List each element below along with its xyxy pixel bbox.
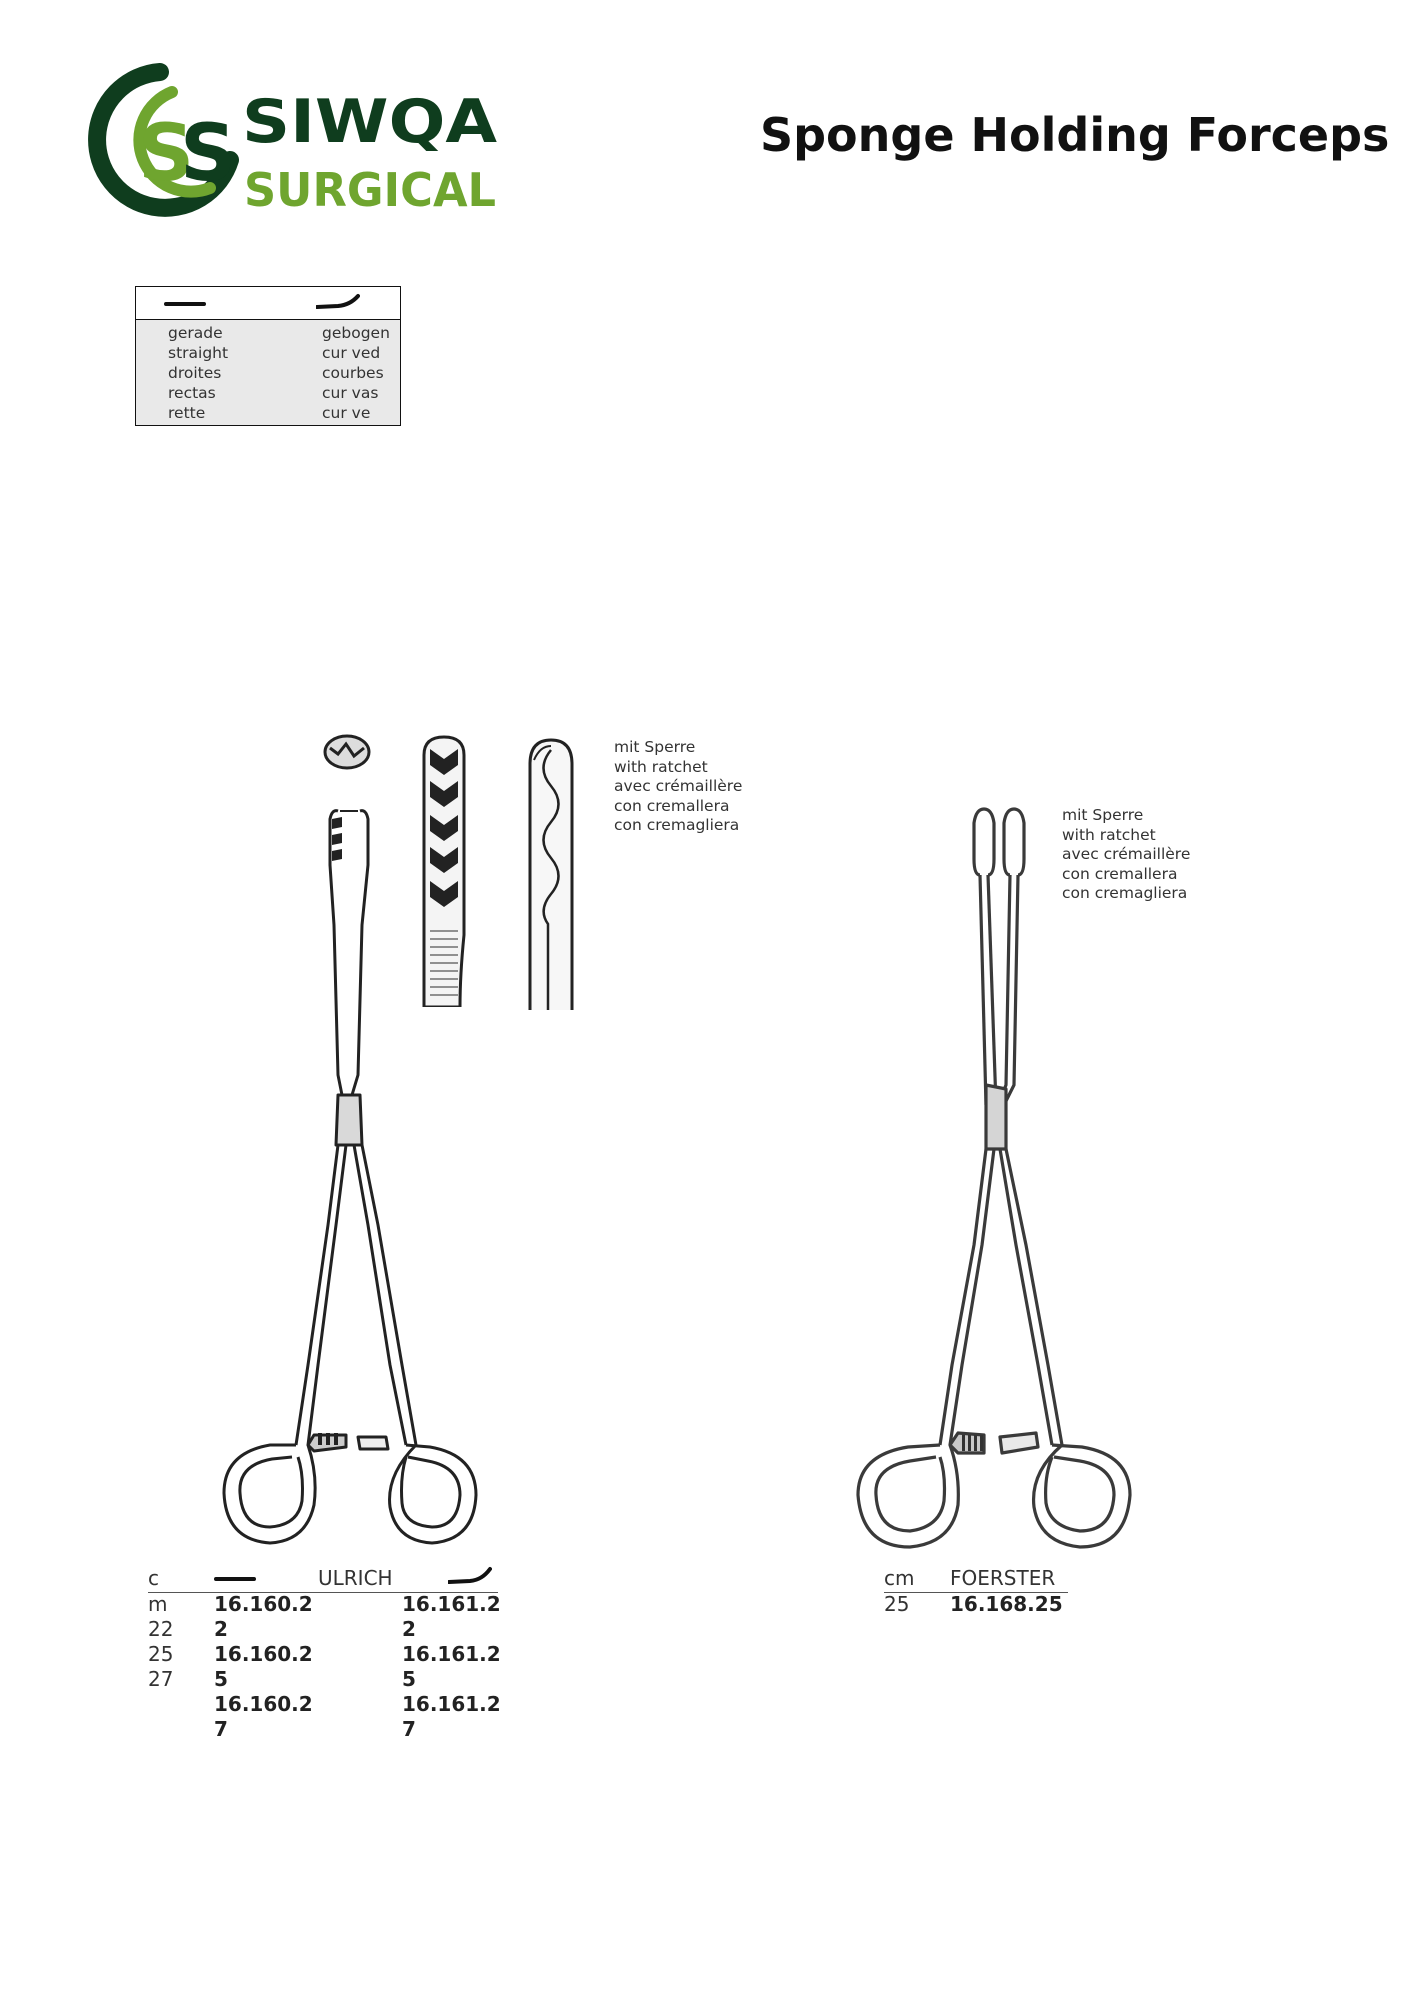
foerster-order-table	[884, 1566, 1074, 1626]
page-title: Sponge Holding Forceps	[760, 108, 1390, 162]
note-line-es: con cremallera	[1062, 864, 1178, 883]
note-line-fr: avec crémaillère	[1062, 845, 1191, 863]
legend-curved-en: cur ved	[322, 344, 381, 362]
note-line-es: con cremallera	[614, 796, 730, 815]
svg-text:S: S	[180, 109, 237, 199]
unit-label: cm	[884, 1566, 915, 1590]
note-line-fr: avec crémaillère	[614, 777, 743, 795]
legend-curved-it: cur ve	[322, 404, 371, 422]
jaw-cross-section-illustration	[322, 732, 372, 772]
curved-code-27-b: 7	[402, 1717, 416, 1741]
size-27: 27	[148, 1667, 174, 1691]
straight-code-25-b: 5	[214, 1667, 228, 1691]
ulrich-forceps-illustration	[210, 805, 490, 1550]
brand-line2: SURGICAL	[244, 163, 496, 217]
curved-code-25-b: 5	[402, 1667, 416, 1691]
straight-code-22-b: 2	[214, 1617, 228, 1641]
straight-code-27-a: 16.160.2	[214, 1692, 313, 1716]
note-line-de: mit Sperre	[614, 738, 696, 756]
svg-text:S: S	[138, 109, 195, 199]
curved-code-27-a: 16.161.2	[402, 1692, 501, 1716]
curved-code-22-b: 2	[402, 1617, 416, 1641]
size-22: 22	[148, 1617, 174, 1641]
note-line-en: with ratchet	[614, 757, 708, 776]
legend-straight-fr: droites	[168, 364, 222, 382]
legend-straight-es: rectas	[168, 384, 216, 402]
note-line-en: with ratchet	[1062, 825, 1156, 844]
ulrich-order-table	[148, 1566, 501, 1746]
note-line-it: con cremagliera	[614, 816, 740, 834]
foerster-code-25: 16.168.25	[950, 1592, 1063, 1616]
curved-code-22-a: 16.161.2	[402, 1592, 501, 1616]
curved-shape-icon	[448, 1566, 492, 1586]
legend-curved-labels	[322, 323, 390, 423]
straight-shape-icon	[164, 299, 208, 309]
legend-straight-de: gerade	[168, 324, 223, 342]
note-line-it: con cremagliera	[1062, 884, 1188, 902]
foerster-forceps-illustration	[848, 805, 1138, 1550]
legend-curved-de: gebogen	[322, 324, 390, 342]
legend-straight-it: rette	[168, 404, 206, 422]
siwqa-surgical-logo	[80, 60, 510, 230]
straight-code-22-a: 16.160.2	[214, 1592, 313, 1616]
shape-legend	[135, 286, 401, 426]
straight-shape-icon	[214, 1574, 258, 1584]
foerster-product-name: FOERSTER	[950, 1566, 1056, 1590]
straight-code-25-a: 16.160.2	[214, 1642, 313, 1666]
legend-straight-en: straight	[168, 344, 229, 362]
size-25: 25	[884, 1592, 910, 1616]
curved-shape-icon	[316, 293, 360, 311]
size-25: 25	[148, 1642, 174, 1666]
unit-label-bottom: m	[148, 1592, 168, 1616]
curved-code-25-a: 16.161.2	[402, 1642, 501, 1666]
unit-label-top: c	[148, 1566, 159, 1590]
legend-curved-fr: courbes	[322, 364, 384, 382]
ulrich-product-name: ULRICH	[318, 1566, 393, 1590]
brand-line1: SIWQA	[242, 87, 498, 157]
jaw-wave-profile-illustration	[526, 738, 576, 1010]
legend-straight-labels	[168, 323, 228, 423]
note-line-de: mit Sperre	[1062, 806, 1144, 824]
straight-code-27-b: 7	[214, 1717, 228, 1741]
ulrich-ratchet-note	[614, 738, 742, 836]
legend-curved-es: cur vas	[322, 384, 379, 402]
